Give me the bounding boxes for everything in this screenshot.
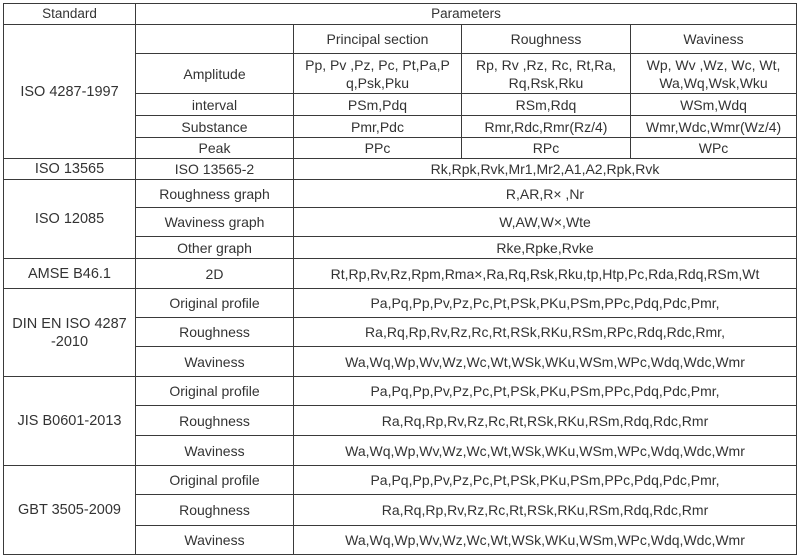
header-standard: Standard: [4, 4, 136, 25]
standard-din-line1: DIN EN ISO 4287: [12, 315, 127, 332]
amse-params: Rt,Rp,Rv,Rz,Rpm,Rma×,Ra,Rq,Rsk,Rku,tp,Htp,Pc,Rda,Rdq,RSm,Wt: [294, 259, 797, 289]
row-label-waviness: Waviness: [136, 347, 294, 377]
peak-principal: PPc: [294, 138, 462, 159]
blank-cell: [136, 25, 294, 54]
header-parameters: Parameters: [136, 4, 797, 25]
standard-din: [4, 289, 136, 377]
gbt-waviness-params: Wa,Wq,Wp,Wv,Wz,Wc,Wt,WSk,WKu,WSm,WPc,Wdq,Wdc,Wmr: [294, 526, 797, 555]
waviness-graph-params: W,AW,W×,Wte: [294, 208, 797, 237]
gbt-roughness-params: Ra,Rq,Rp,Rv,Rz,Rc,Rt,RSk,RKu,RSm,Rdq,Rdc,Rmr: [294, 495, 797, 526]
row-label-waviness-graph: Waviness graph: [136, 208, 294, 237]
amplitude-roughness-line1: Rp, Rv ,Rz, Rc, Rt,Ra,: [475, 56, 617, 73]
standard-iso4287: ISO 4287-1997: [4, 25, 136, 159]
row-label-waviness: Waviness: [136, 526, 294, 555]
row-label-iso13565-2: ISO 13565-2: [136, 159, 294, 180]
col-principal-section: Principal section: [294, 25, 462, 54]
table-row: [4, 159, 797, 180]
row-label-roughness: Roughness: [136, 318, 294, 347]
standard-din-line2: -2010: [50, 333, 89, 350]
table-row: [4, 259, 797, 289]
table-row: [4, 289, 797, 318]
interval-roughness: RSm,Rdq: [462, 94, 631, 116]
row-label-original-profile: Original profile: [136, 289, 294, 318]
amplitude-waviness-line1: Wp, Wv ,Wz, Wc, Wt,: [646, 56, 781, 73]
row-label-original-profile: Original profile: [136, 466, 294, 495]
roughness-graph-params: R,AR,R× ,Nr: [294, 180, 797, 208]
amplitude-principal-line2: q,Psk,Pku: [345, 74, 410, 91]
standards-parameters-table: [3, 3, 797, 555]
table-row: [4, 466, 797, 495]
amplitude-waviness: [631, 54, 797, 94]
standard-iso13565: ISO 13565: [4, 159, 136, 180]
jis-roughness-params: Ra,Rq,Rp,Rv,Rz,Rc,Rt,RSk,RKu,RSm,Rdq,Rdc,Rmr: [294, 406, 797, 436]
other-graph-params: Rke,Rpke,Rvke: [294, 237, 797, 259]
header-row: [4, 4, 797, 25]
iso13565-params: Rk,Rpk,Rvk,Mr1,Mr2,A1,A2,Rpk,Rvk: [294, 159, 797, 180]
interval-principal: PSm,Pdq: [294, 94, 462, 116]
standard-amse: AMSE B46.1: [4, 259, 136, 289]
amplitude-roughness: [462, 54, 631, 94]
col-roughness: Roughness: [462, 25, 631, 54]
table-row: [4, 180, 797, 208]
substance-principal: Pmr,Pdc: [294, 116, 462, 138]
row-label-interval: interval: [136, 94, 294, 116]
din-roughness-params: Ra,Rq,Rp,Rv,Rz,Rc,Rt,RSk,RKu,RSm,RPc,Rdq,Rdc,Rmr,: [294, 318, 797, 347]
row-label-amplitude: Amplitude: [136, 54, 294, 94]
row-label-waviness: Waviness: [136, 436, 294, 466]
peak-waviness: WPc: [631, 138, 797, 159]
amplitude-waviness-line2: Wa,Wq,Wsk,Wku: [659, 74, 768, 91]
standard-iso12085: ISO 12085: [4, 180, 136, 259]
substance-roughness: Rmr,Rdc,Rmr(Rz/4): [462, 116, 631, 138]
row-label-roughness: Roughness: [136, 406, 294, 436]
standard-gbt: GBT 3505-2009: [4, 466, 136, 555]
iso4287-subheader-row: [4, 25, 797, 54]
amplitude-roughness-line2: Rq,Rsk,Rku: [508, 74, 584, 91]
peak-roughness: RPc: [462, 138, 631, 159]
amplitude-principal: [294, 54, 462, 94]
col-waviness: Waviness: [631, 25, 797, 54]
din-waviness-params: Wa,Wq,Wp,Wv,Wz,Wc,Wt,WSk,WKu,WSm,WPc,Wdq,Wdc,Wmr: [294, 347, 797, 377]
table-row: [4, 377, 797, 406]
substance-waviness: Wmr,Wdc,Wmr(Wz/4): [631, 116, 797, 138]
row-label-other-graph: Other graph: [136, 237, 294, 259]
din-original-params: Pa,Pq,Pp,Pv,Pz,Pc,Pt,PSk,PKu,PSm,PPc,Pdq,Pdc,Pmr,: [294, 289, 797, 318]
standard-jis: JIS B0601-2013: [4, 377, 136, 466]
jis-original-params: Pa,Pq,Pp,Pv,Pz,Pc,Pt,PSk,PKu,PSm,PPc,Pdq,Pdc,Pmr,: [294, 377, 797, 406]
row-label-roughness-graph: Roughness graph: [136, 180, 294, 208]
row-label-peak: Peak: [136, 138, 294, 159]
amplitude-principal-line1: Pp, Pv ,Pz, Pc, Pt,Pa,P: [305, 56, 450, 73]
row-label-2d: 2D: [136, 259, 294, 289]
row-label-original-profile: Original profile: [136, 377, 294, 406]
row-label-substance: Substance: [136, 116, 294, 138]
interval-waviness: WSm,Wdq: [631, 94, 797, 116]
gbt-original-params: Pa,Pq,Pp,Pv,Pz,Pc,Pt,PSk,PKu,PSm,PPc,Pdq,Pdc,Pmr,: [294, 466, 797, 495]
row-label-roughness: Roughness: [136, 495, 294, 526]
jis-waviness-params: Wa,Wq,Wp,Wv,Wz,Wc,Wt,WSk,WKu,WSm,WPc,Wdq,Wdc,Wmr: [294, 436, 797, 466]
